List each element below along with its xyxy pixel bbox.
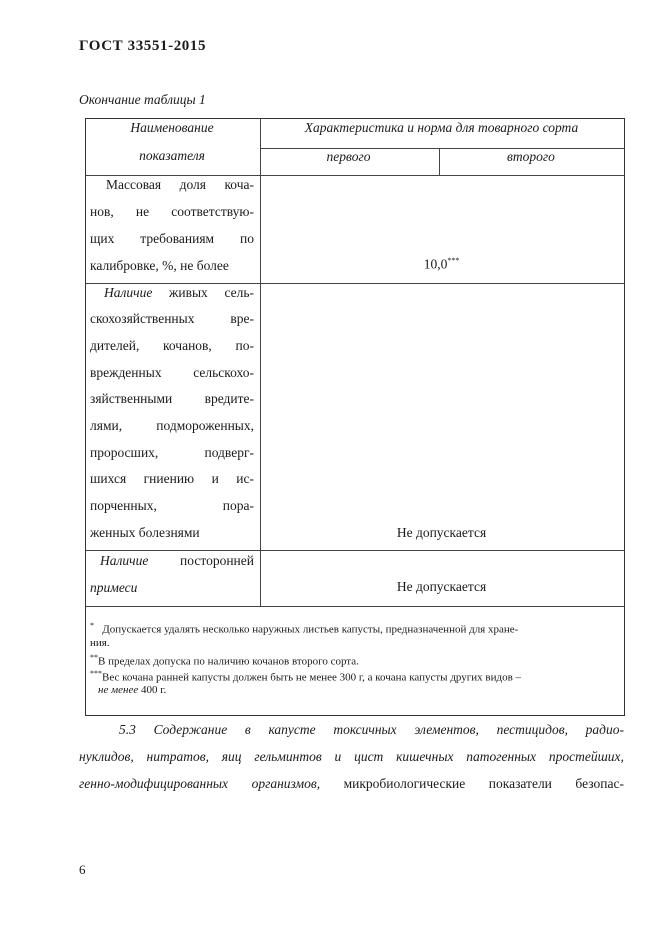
row1-line2: нов, не соответствую- — [90, 204, 254, 219]
footnote-2: **В пределах допуска по наличию кочанов второго сорта. — [90, 653, 359, 668]
footnote-3: ***Вес кочана ранней капусты должен быть не менее 300 г, а кочана капусты других видов – — [90, 669, 522, 684]
row3-value: Не допускается — [396, 579, 487, 594]
subheader-first: первого — [326, 149, 371, 164]
row1-line4: калибровке, %, не более — [90, 258, 229, 273]
body-line-3: генно-модифицированных организмов, микробиологические показатели безопас- — [79, 776, 624, 791]
table-caption: Окончание таблицы 1 — [79, 92, 206, 107]
row1-value: 10,0*** — [423, 256, 460, 272]
row2-line7: проросших, подверг- — [90, 445, 254, 460]
row2-line1: Наличие живых сель- — [104, 285, 254, 300]
col1-header-line1: Наименование — [130, 120, 214, 135]
row2-line2: скохозяйственных вре- — [90, 311, 254, 326]
row2-line5: зяйственными вредите- — [90, 391, 254, 406]
col1-header-line2: показателя — [139, 148, 205, 163]
body-line-2: нуклидов, нитратов, яиц гельминтов и цист кишечных патогенных простейших, — [79, 749, 624, 764]
row2-line3: дителей, кочанов, по- — [90, 338, 254, 353]
subheader-second: второго — [507, 149, 555, 164]
footnote-3-cont: не менее 400 г. — [98, 684, 167, 696]
footnote-1-cont: ния. — [90, 637, 110, 649]
row2-line8: шихся гниению и ис- — [90, 471, 254, 486]
body-line-1: 5.3 Содержание в капусте токсичных элементов, пестицидов, радио- — [119, 722, 624, 737]
row2-value: Не допускается — [396, 525, 487, 540]
row-rule-3 — [86, 606, 625, 607]
row3-line2: примеси — [90, 580, 138, 595]
row3-line1: Наличие посторонней — [100, 553, 254, 568]
footnote-1: * Допускается удалять несколько наружных листьев капусты, предназначенной для хране- — [90, 621, 519, 636]
row2-line9: порченных, пора- — [90, 498, 254, 513]
page-number: 6 — [79, 862, 86, 877]
row2-line4: врежденных сельскохо- — [90, 365, 254, 380]
row2-line6: лями, подмороженных, — [90, 418, 254, 433]
row2-line10: женных болезнями — [90, 525, 200, 540]
row1-line3: щих требованиям по — [90, 231, 254, 246]
document-code: ГОСТ 33551-2015 — [79, 38, 207, 54]
col2-header: Характеристика и норма для товарного сорта — [304, 120, 579, 135]
row1-line1: Массовая доля коча- — [106, 177, 254, 192]
